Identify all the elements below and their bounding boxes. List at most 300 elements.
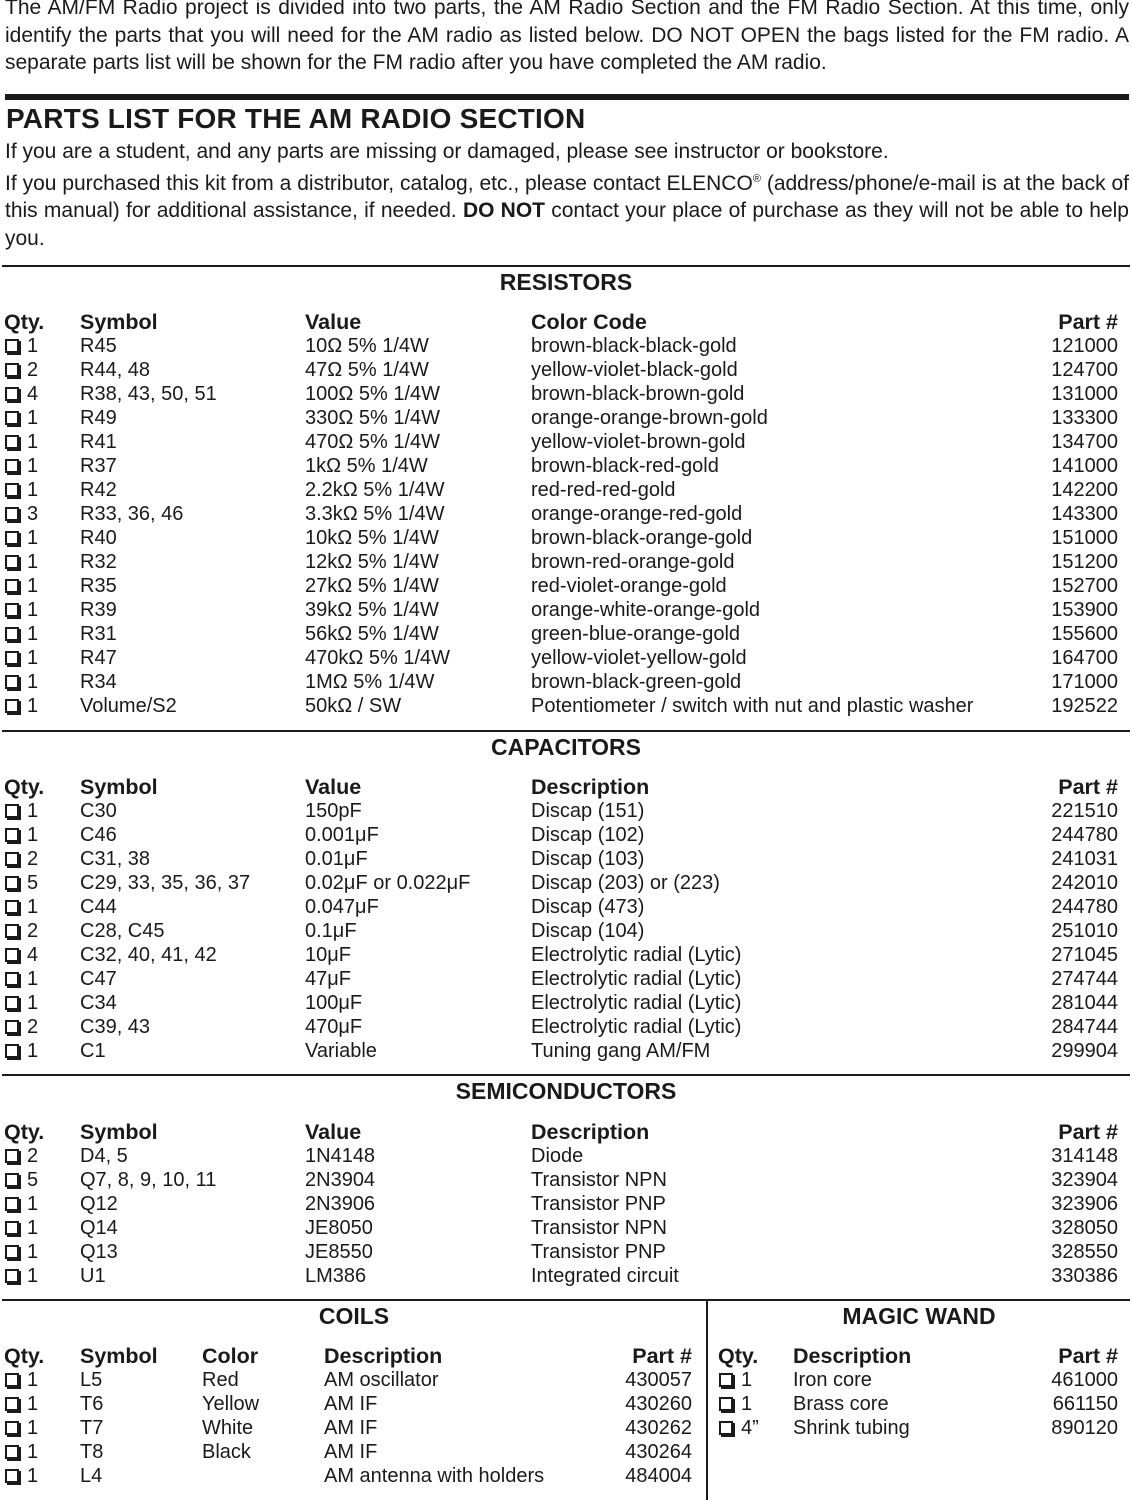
cell-part: 330386 (1051, 1265, 1118, 1287)
cell-desc: Shrink tubing (793, 1417, 910, 1439)
cell-part: 143300 (1051, 503, 1118, 525)
cell-symbol: Volume/S2 (80, 695, 177, 717)
cell-value: 47Ω 5% 1/4W (305, 359, 429, 381)
quantity: 1 (27, 1241, 39, 1263)
checkbox-square-icon[interactable] (719, 1373, 733, 1387)
checkbox-square-icon[interactable] (5, 1245, 19, 1259)
checkbox-square-icon[interactable] (5, 1421, 19, 1435)
cell-part: 121000 (1051, 335, 1118, 357)
table-row (708, 1368, 1132, 1392)
quantity: 1 (27, 1417, 39, 1439)
table-header-row (0, 775, 1132, 799)
registered-mark: ® (752, 172, 761, 185)
cell-part: 323906 (1051, 1193, 1118, 1215)
cell-value: 1MΩ 5% 1/4W (305, 671, 435, 693)
table-row (0, 799, 1132, 823)
cell-value: 470μF (305, 1016, 363, 1038)
cell-value: 470kΩ 5% 1/4W (305, 647, 451, 669)
quantity: 1 (27, 551, 39, 573)
checkbox-square-icon[interactable] (5, 387, 19, 401)
table-row (0, 526, 1132, 550)
coils-table (0, 1344, 706, 1488)
table-row (0, 382, 1132, 406)
cell-part: 151000 (1051, 527, 1118, 549)
column-header-qty: Qty. (4, 775, 45, 799)
cell-qty (4, 1392, 38, 1416)
cell-desc: Discap (104) (531, 920, 645, 942)
cell-symbol: R41 (80, 431, 117, 453)
cell-symbol: T6 (80, 1393, 104, 1415)
cell-qty (4, 598, 38, 622)
quantity: 2 (27, 1145, 39, 1167)
cell-desc: brown-black-red-gold (531, 455, 719, 477)
cell-desc: yellow-violet-brown-gold (531, 431, 746, 453)
distributor-note-text-3: contact your place of purchase as they will not be able to help you. (5, 199, 1129, 250)
cell-part: 134700 (1051, 431, 1118, 453)
cell-qty (4, 967, 38, 991)
checkbox-square-icon[interactable] (5, 555, 19, 569)
cell-value: 56kΩ 5% 1/4W (305, 623, 439, 645)
cell-symbol: C32, 40, 41, 42 (80, 944, 217, 966)
column-header-desc: Description (793, 1344, 912, 1368)
cell-value: 150pF (305, 800, 362, 822)
quantity: 1 (27, 1465, 39, 1487)
cell-part: 271045 (1051, 944, 1118, 966)
table-row (0, 1416, 706, 1440)
cell-qty (4, 430, 38, 454)
cell-symbol: C28, C45 (80, 920, 165, 942)
cell-symbol: Q13 (80, 1241, 118, 1263)
cell-part: 241031 (1051, 848, 1118, 870)
column-header-desc: Description (324, 1344, 443, 1368)
column-header-qty: Qty. (4, 1344, 45, 1368)
quantity: 1 (27, 992, 39, 1014)
cell-part: 221510 (1051, 800, 1118, 822)
table-row (0, 1039, 1132, 1063)
cell-qty (4, 454, 38, 478)
cell-part: 251010 (1051, 920, 1118, 942)
cell-part: 281044 (1051, 992, 1118, 1014)
cell-qty (4, 1216, 38, 1240)
checkbox-square-icon[interactable] (5, 804, 19, 818)
cell-part: 153900 (1051, 599, 1118, 621)
cell-part: 430264 (625, 1441, 692, 1463)
cell-qty (4, 646, 38, 670)
cell-qty (4, 799, 38, 823)
cell-value: 470Ω 5% 1/4W (305, 431, 441, 453)
cell-desc: orange-orange-brown-gold (531, 407, 768, 429)
table-row (0, 919, 1132, 943)
cell-part: 890120 (1051, 1417, 1118, 1439)
cell-symbol: R40 (80, 527, 117, 549)
quantity: 1 (27, 407, 39, 429)
distributor-note (5, 166, 1129, 253)
cell-color: White (202, 1417, 254, 1439)
cell-qty (4, 502, 38, 526)
quantity: 2 (27, 1016, 39, 1038)
quantity: 3 (27, 503, 39, 525)
cell-symbol: R33, 36, 46 (80, 503, 184, 525)
checkbox-square-icon[interactable] (5, 1020, 19, 1034)
cell-symbol: R31 (80, 623, 117, 645)
cell-symbol: R39 (80, 599, 117, 621)
checkbox-square-icon[interactable] (5, 435, 19, 449)
checkbox-square-icon[interactable] (5, 411, 19, 425)
table-header-row (0, 1120, 1132, 1144)
column-header-value: Value (305, 1120, 362, 1144)
cell-part: 328050 (1051, 1217, 1118, 1239)
cell-desc: Potentiometer / switch with nut and plastic washer (531, 695, 974, 717)
table-header-row (708, 1344, 1132, 1368)
cell-value: 1N4148 (305, 1145, 376, 1167)
semiconductors-table (0, 1120, 1132, 1288)
quantity: 2 (27, 359, 39, 381)
cell-value: 10μF (305, 944, 351, 966)
quantity: 1 (27, 479, 39, 501)
cell-part: 155600 (1051, 623, 1118, 645)
cell-qty (718, 1368, 752, 1392)
checkbox-square-icon[interactable] (5, 699, 19, 713)
cell-part: 299904 (1051, 1040, 1118, 1062)
quantity: 1 (27, 1393, 39, 1415)
column-header-desc: Description (531, 1120, 650, 1144)
cell-value: 10Ω 5% 1/4W (305, 335, 429, 357)
cell-color: Black (202, 1441, 251, 1463)
cell-value: 39kΩ 5% 1/4W (305, 599, 439, 621)
cell-desc: yellow-violet-yellow-gold (531, 647, 747, 669)
cell-qty (4, 670, 38, 694)
cell-symbol: T8 (80, 1441, 104, 1463)
column-header-symbol: Symbol (80, 310, 158, 334)
capacitors-title: CAPACITORS (491, 734, 641, 760)
checkbox-square-icon[interactable] (5, 1044, 19, 1058)
cell-symbol: C46 (80, 824, 117, 846)
cell-part: 131000 (1051, 383, 1118, 405)
cell-desc: Electrolytic radial (Lytic) (531, 968, 742, 990)
cell-desc: green-blue-orange-gold (531, 623, 741, 645)
table-row (0, 670, 1132, 694)
cell-symbol: R45 (80, 335, 117, 357)
section-divider-resistors (2, 265, 1130, 267)
cell-desc: brown-black-green-gold (531, 671, 742, 693)
column-header-qty: Qty. (4, 310, 45, 334)
cell-value: 0.02μF or 0.022μF (305, 872, 471, 894)
column-header-part: Part # (1058, 1120, 1118, 1144)
cell-desc: Brass core (793, 1393, 889, 1415)
quantity: 1 (27, 824, 39, 846)
quantity: 1 (27, 455, 39, 477)
cell-desc: red-violet-orange-gold (531, 575, 727, 597)
quantity: 1 (741, 1369, 753, 1391)
cell-desc: orange-orange-red-gold (531, 503, 743, 525)
cell-desc: brown-black-orange-gold (531, 527, 753, 549)
cell-symbol: C29, 33, 35, 36, 37 (80, 872, 251, 894)
quantity: 2 (27, 848, 39, 870)
cell-desc: Discap (203) or (223) (531, 872, 720, 894)
quantity: 1 (27, 1369, 39, 1391)
cell-symbol: R37 (80, 455, 117, 477)
cell-part: 461000 (1051, 1369, 1118, 1391)
cell-desc: red-red-red-gold (531, 479, 676, 501)
checkbox-square-icon[interactable] (5, 996, 19, 1010)
resistors-table (0, 310, 1132, 718)
cell-part: 242010 (1051, 872, 1118, 894)
cell-desc: AM antenna with holders (324, 1465, 545, 1487)
column-header-symbol: Symbol (80, 1344, 158, 1368)
cell-qty (4, 1416, 38, 1440)
cell-desc: Electrolytic radial (Lytic) (531, 992, 742, 1014)
cell-qty (4, 1192, 38, 1216)
distributor-note-emphasis: DO NOT (462, 199, 545, 222)
quantity: 4” (741, 1417, 759, 1439)
cell-value: 2N3906 (305, 1193, 376, 1215)
cell-desc: Tuning gang AM/FM (531, 1040, 711, 1062)
checkbox-square-icon[interactable] (5, 1373, 19, 1387)
checkbox-square-icon[interactable] (5, 1445, 19, 1459)
cell-symbol: R34 (80, 671, 117, 693)
column-header-symbol: Symbol (80, 1120, 158, 1144)
section-divider-capacitors (2, 730, 1130, 732)
cell-part: 430260 (625, 1393, 692, 1415)
cell-part: 142200 (1051, 479, 1118, 501)
checkbox-square-icon[interactable] (5, 1469, 19, 1483)
cell-part: 151200 (1051, 551, 1118, 573)
cell-desc: Transistor NPN (531, 1217, 667, 1239)
cell-symbol: R38, 43, 50, 51 (80, 383, 217, 405)
cell-qty (4, 991, 38, 1015)
quantity: 1 (27, 647, 39, 669)
cell-qty (4, 847, 38, 871)
cell-desc: orange-white-orange-gold (531, 599, 761, 621)
cell-desc: Discap (473) (531, 896, 645, 918)
cell-part: 430057 (625, 1369, 692, 1391)
cell-value: 0.047μF (305, 896, 379, 918)
cell-value: 1kΩ 5% 1/4W (305, 455, 428, 477)
table-row (0, 430, 1132, 454)
cell-value: 0.1μF (305, 920, 357, 942)
table-row (0, 550, 1132, 574)
cell-part: 323904 (1051, 1169, 1118, 1191)
checkbox-square-icon[interactable] (5, 972, 19, 986)
cell-part: 244780 (1051, 824, 1118, 846)
checkbox-square-icon[interactable] (5, 579, 19, 593)
table-row (0, 574, 1132, 598)
section-divider-semiconductors (2, 1074, 1130, 1076)
cell-value: 0.001μF (305, 824, 379, 846)
quantity: 4 (27, 383, 39, 405)
quantity: 1 (27, 800, 39, 822)
table-row (0, 694, 1132, 718)
cell-value: 10kΩ 5% 1/4W (305, 527, 439, 549)
quantity: 1 (27, 431, 39, 453)
cell-desc: AM IF (324, 1417, 378, 1439)
checkbox-square-icon[interactable] (5, 339, 19, 353)
cell-qty (4, 382, 38, 406)
checkbox-square-icon[interactable] (5, 1173, 19, 1187)
quantity: 1 (27, 896, 39, 918)
section-divider-coils (2, 1299, 1130, 1301)
cell-desc: Iron core (793, 1369, 872, 1391)
table-row (0, 454, 1132, 478)
quantity: 5 (27, 1169, 39, 1191)
cell-symbol: R42 (80, 479, 117, 501)
cell-value: 2.2kΩ 5% 1/4W (305, 479, 445, 501)
cell-desc: Integrated circuit (531, 1265, 679, 1287)
cell-part: 192522 (1051, 695, 1118, 717)
magic-wand-title: MAGIC WAND (842, 1303, 996, 1329)
cell-value: 2N3904 (305, 1169, 376, 1191)
cell-qty (4, 943, 38, 967)
cell-qty (4, 1144, 38, 1168)
checkbox-square-icon[interactable] (5, 363, 19, 377)
cell-qty (4, 358, 38, 382)
quantity: 1 (27, 335, 39, 357)
table-row (0, 358, 1132, 382)
distributor-note-text-1: If you purchased this kit from a distributor, catalog, etc., please contact ELENCO (5, 171, 753, 195)
cell-symbol: C44 (80, 896, 117, 918)
student-note: If you are a student, and any parts are missing or damaged, please see instructor or bookstore. (5, 140, 889, 163)
cell-value: 50kΩ / SW (305, 695, 402, 717)
quantity: 2 (27, 920, 39, 942)
quantity: 1 (27, 1217, 39, 1239)
semiconductors-title: SEMICONDUCTORS (455, 1078, 677, 1104)
cell-desc: Discap (103) (531, 848, 645, 870)
checkbox-square-icon[interactable] (5, 603, 19, 617)
column-header-qty: Qty. (4, 1120, 45, 1144)
table-row (0, 406, 1132, 430)
checkbox-square-icon[interactable] (5, 531, 19, 545)
cell-qty (4, 406, 38, 430)
checkbox-square-icon[interactable] (5, 1197, 19, 1211)
checkbox-square-icon[interactable] (5, 675, 19, 689)
table-row (0, 1015, 1132, 1039)
checkbox-square-icon[interactable] (719, 1397, 733, 1411)
column-header-desc: Description (531, 775, 650, 799)
cell-symbol: C1 (80, 1040, 106, 1062)
table-row (0, 967, 1132, 991)
cell-part: 164700 (1051, 647, 1118, 669)
table-row (0, 502, 1132, 526)
cell-desc: Transistor NPN (531, 1169, 667, 1191)
page-title: PARTS LIST FOR THE AM RADIO SECTION (6, 103, 586, 134)
cell-qty (4, 478, 38, 502)
cell-qty (718, 1392, 752, 1416)
cell-part: 661150 (1052, 1393, 1118, 1415)
checkbox-square-icon[interactable] (5, 828, 19, 842)
checkbox-square-icon[interactable] (5, 900, 19, 914)
cell-qty (4, 1168, 38, 1192)
checkbox-square-icon[interactable] (5, 924, 19, 938)
column-header-desc: Color Code (531, 310, 647, 334)
cell-symbol: R32 (80, 551, 117, 573)
checkbox-square-icon[interactable] (5, 507, 19, 521)
cell-value: Variable (305, 1040, 377, 1062)
checkbox-square-icon[interactable] (5, 483, 19, 497)
resistors-title: RESISTORS (499, 269, 633, 295)
checkbox-square-icon[interactable] (719, 1421, 733, 1435)
cell-desc: yellow-violet-black-gold (531, 359, 738, 381)
cell-part: 133300 (1051, 407, 1118, 429)
table-row (0, 1440, 706, 1464)
cell-desc: Transistor PNP (531, 1241, 666, 1263)
cell-desc: brown-red-orange-gold (531, 551, 735, 573)
table-row (0, 646, 1132, 670)
cell-part: 171000 (1051, 671, 1118, 693)
column-header-part: Part # (1058, 1344, 1118, 1368)
cell-qty (4, 1440, 38, 1464)
cell-part: 274744 (1051, 968, 1118, 990)
table-row (0, 847, 1132, 871)
cell-symbol: C39, 43 (80, 1016, 151, 1038)
cell-value: 12kΩ 5% 1/4W (305, 551, 439, 573)
table-row (0, 943, 1132, 967)
checkbox-square-icon[interactable] (5, 1221, 19, 1235)
table-row (0, 1464, 706, 1488)
column-header-part: Part # (632, 1344, 692, 1368)
cell-color: Yellow (202, 1393, 260, 1415)
cell-desc: Electrolytic radial (Lytic) (531, 1016, 742, 1038)
quantity: 1 (27, 695, 39, 717)
checkbox-square-icon[interactable] (5, 948, 19, 962)
quantity: 1 (27, 1040, 39, 1062)
column-header-part: Part # (1058, 775, 1118, 799)
table-row (0, 622, 1132, 646)
title-divider (5, 94, 1129, 100)
quantity: 1 (741, 1393, 753, 1415)
cell-qty (4, 1368, 38, 1392)
table-row (0, 895, 1132, 919)
table-row (0, 1368, 706, 1392)
cell-part: 284744 (1051, 1016, 1118, 1038)
cell-symbol: C31, 38 (80, 848, 151, 870)
checkbox-square-icon[interactable] (5, 1269, 19, 1283)
cell-desc: brown-black-black-gold (531, 335, 737, 357)
column-header-color: Color (202, 1344, 259, 1368)
table-row (0, 1144, 1132, 1168)
checkbox-square-icon[interactable] (5, 1149, 19, 1163)
cell-qty (4, 550, 38, 574)
cell-part: 430262 (625, 1417, 692, 1439)
table-row (0, 1264, 1132, 1288)
cell-value: LM386 (305, 1265, 367, 1287)
checkbox-square-icon[interactable] (5, 876, 19, 890)
cell-qty (4, 526, 38, 550)
cell-qty (4, 895, 38, 919)
table-row (708, 1416, 1132, 1440)
checkbox-square-icon[interactable] (5, 459, 19, 473)
cell-desc: Transistor PNP (531, 1193, 666, 1215)
magic-wand-table (708, 1344, 1132, 1440)
cell-value: 27kΩ 5% 1/4W (305, 575, 439, 597)
cell-symbol: R44, 48 (80, 359, 151, 381)
cell-qty (4, 1264, 38, 1288)
quantity: 1 (27, 575, 39, 597)
cell-symbol: T7 (80, 1417, 104, 1439)
checkbox-square-icon[interactable] (5, 852, 19, 866)
checkbox-square-icon[interactable] (5, 651, 19, 665)
checkbox-square-icon[interactable] (5, 627, 19, 641)
cell-value: 3.3kΩ 5% 1/4W (305, 503, 445, 525)
column-header-qty: Qty. (718, 1344, 759, 1368)
table-row (0, 334, 1132, 358)
checkbox-square-icon[interactable] (5, 1397, 19, 1411)
cell-desc: AM IF (324, 1393, 378, 1415)
cell-qty (4, 871, 38, 895)
quantity: 1 (27, 1265, 39, 1287)
cell-desc: Electrolytic radial (Lytic) (531, 944, 742, 966)
cell-desc: Discap (102) (531, 824, 645, 846)
column-header-part: Part # (1058, 310, 1118, 334)
